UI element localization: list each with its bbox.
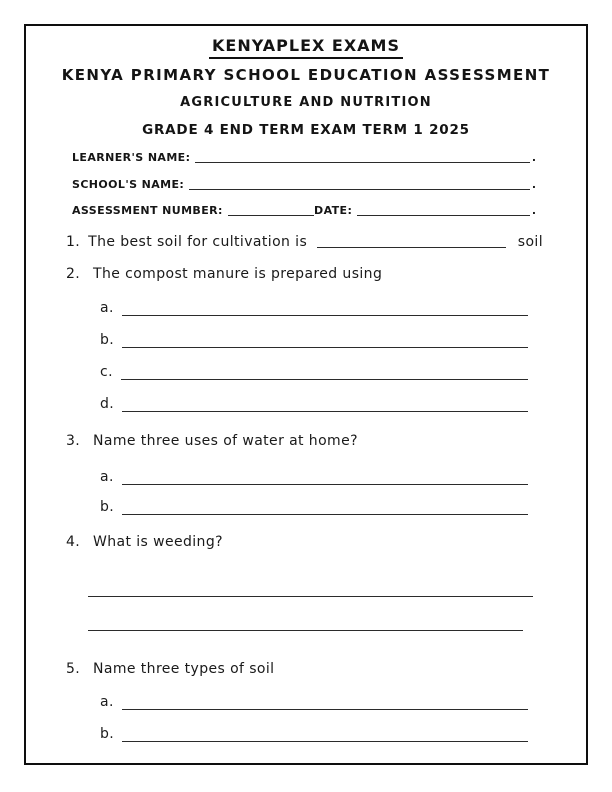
question-2-option-c: [100, 364, 528, 380]
question-5-number: 5.: [66, 661, 81, 677]
learner-name-label: LEARNER'S NAME:: [72, 151, 191, 164]
option-a-answer-line: [122, 484, 528, 485]
question-4-text: What is weeding?: [93, 534, 223, 550]
question-2-option-b: [100, 332, 528, 348]
option-a-answer-line: [122, 315, 528, 316]
subject-heading: AGRICULTURE AND NUTRITION: [180, 95, 432, 110]
assessment-name-heading: KENYA PRIMARY SCHOOL EDUCATION ASSESSMENT: [61, 66, 551, 84]
question-4: [66, 534, 543, 550]
question-2-option-a: [100, 300, 528, 316]
question-1-text: The best soil for cultivation is: [88, 234, 308, 250]
question-2-number: 2.: [66, 266, 81, 282]
question-2-option-d: [100, 396, 528, 412]
option-a-label: a.: [100, 300, 114, 316]
question-5: [66, 661, 543, 677]
assessment-number-field: [72, 201, 536, 217]
question-1-text-after: soil: [517, 234, 543, 250]
option-d-answer-line: [122, 411, 528, 412]
option-b-answer-line: [122, 741, 528, 742]
question-2-text: The compost manure is prepared using: [93, 266, 383, 282]
school-name-label: SCHOOL'S NAME:: [72, 178, 185, 191]
question-3: [66, 433, 543, 449]
exam-session-heading: GRADE 4 END TERM EXAM TERM 1 2025: [142, 122, 470, 138]
learner-name-field: [72, 148, 536, 164]
learner-name-blank-line: [195, 162, 529, 163]
option-b-label: b.: [100, 726, 115, 742]
option-b-label: b.: [100, 332, 115, 348]
option-a-label: a.: [100, 694, 114, 710]
date-blank-line: [357, 215, 530, 216]
option-a-answer-line: [122, 709, 528, 710]
exam-board-title-text: KENYAPLEX EXAMS: [209, 36, 403, 59]
option-d-label: d.: [100, 396, 115, 412]
question-3-option-b: [100, 499, 528, 515]
question-1-number: 1.: [66, 234, 81, 250]
school-name-blank-line: [189, 189, 530, 190]
question-1-answer-blank: [317, 247, 506, 248]
option-a-label: a.: [100, 469, 114, 485]
question-3-number: 3.: [66, 433, 81, 449]
question-4-answer-line-1: [88, 596, 533, 597]
question-5-text: Name three types of soil: [93, 661, 275, 677]
option-c-label: c.: [100, 364, 113, 380]
assessment-number-blank-line: [228, 215, 314, 216]
question-4-number: 4.: [66, 534, 81, 550]
question-3-text: Name three uses of water at home?: [93, 433, 358, 449]
question-2: [66, 266, 543, 282]
question-1: [66, 233, 543, 250]
line-terminator: .: [531, 151, 536, 164]
option-c-answer-line: [121, 379, 528, 380]
date-label: DATE:: [314, 204, 353, 217]
option-b-answer-line: [122, 347, 528, 348]
line-terminator: .: [531, 204, 536, 217]
question-3-option-a: [100, 469, 528, 485]
exam-board-title: [30, 36, 582, 55]
assessment-number-label: ASSESSMENT NUMBER:: [72, 204, 223, 217]
option-b-answer-line: [122, 514, 528, 515]
option-b-label: b.: [100, 499, 115, 515]
school-name-field: [72, 175, 536, 191]
question-4-answer-line-2: [88, 630, 523, 631]
question-5-option-b: [100, 726, 528, 742]
line-terminator: .: [531, 178, 536, 191]
question-5-option-a: [100, 694, 528, 710]
